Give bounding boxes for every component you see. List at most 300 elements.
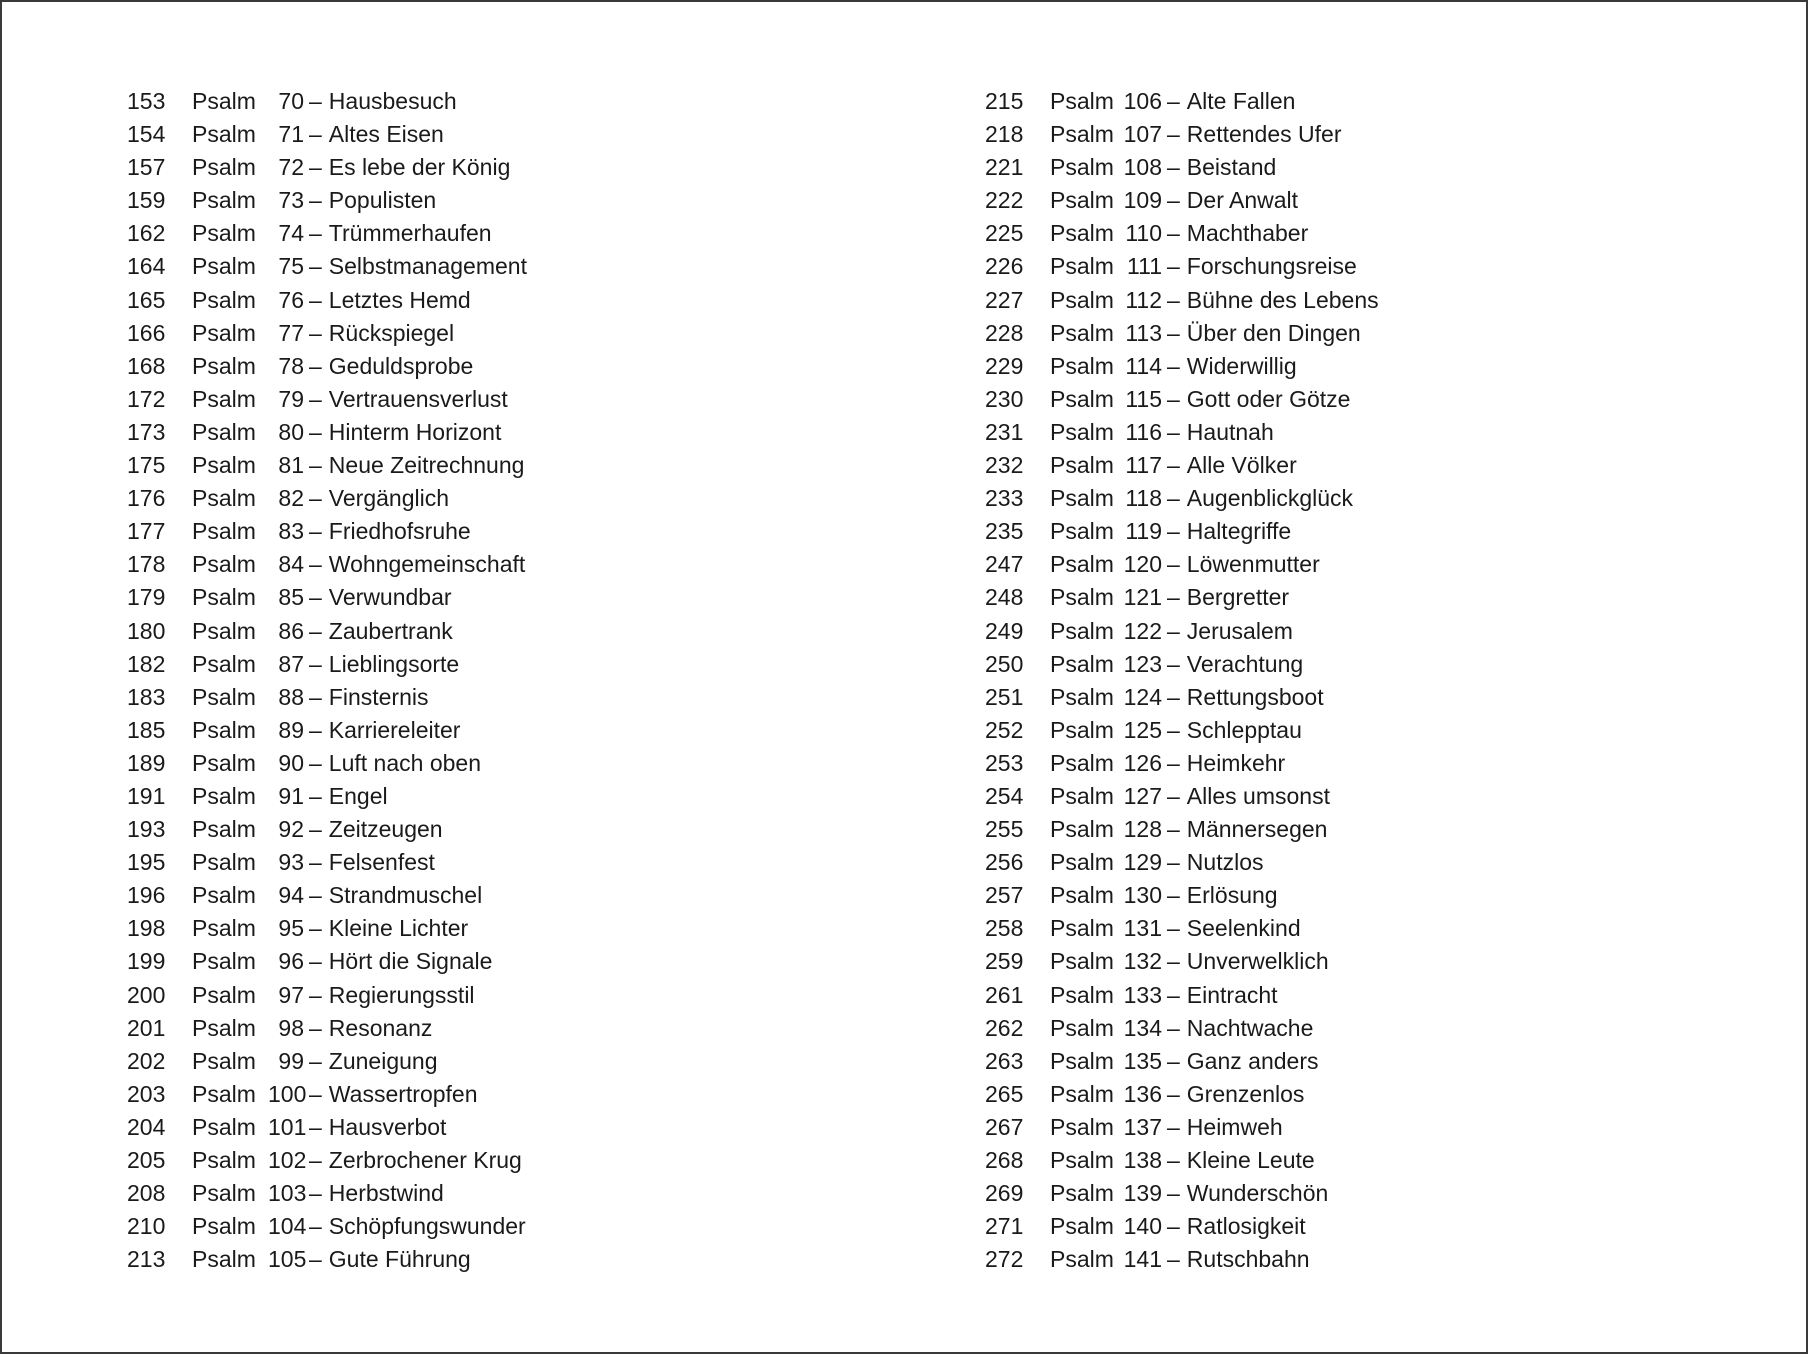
psalm-label: Psalm	[192, 418, 256, 445]
toc-entry	[127, 780, 527, 813]
psalm-label: Psalm	[192, 551, 256, 578]
psalm-label: Psalm	[192, 782, 256, 809]
separator-dash: –	[309, 485, 322, 512]
psalm-number: 84	[278, 551, 304, 578]
psalm-number: 100	[268, 1080, 307, 1107]
psalm-number: 97	[278, 981, 304, 1008]
psalm-title: Wohngemeinschaft	[328, 551, 526, 578]
page-number: 189	[127, 749, 166, 776]
psalm-label: Psalm	[1050, 1080, 1114, 1107]
psalm-title: Ratlosigkeit	[1186, 1213, 1306, 1240]
toc-entry	[127, 945, 527, 978]
psalm-title: Lieblingsorte	[328, 650, 460, 677]
toc-entry	[985, 317, 1379, 350]
psalm-label: Psalm	[1050, 286, 1114, 313]
psalm-label: Psalm	[1050, 1113, 1114, 1140]
page-number: 222	[985, 187, 1024, 214]
psalm-label: Psalm	[1050, 1246, 1114, 1273]
psalm-title: Widerwillig	[1186, 352, 1297, 379]
psalm-number: 130	[1123, 882, 1162, 909]
separator-dash: –	[309, 253, 322, 280]
toc-entry	[985, 879, 1379, 912]
psalm-title: Altes Eisen	[328, 121, 444, 148]
psalm-title: Verachtung	[1186, 650, 1304, 677]
page-number: 271	[985, 1213, 1024, 1240]
psalm-title: Luft nach oben	[328, 749, 481, 776]
psalm-label: Psalm	[1050, 849, 1114, 876]
psalm-title: Kleine Leute	[1186, 1147, 1315, 1173]
psalm-title: Rückspiegel	[328, 319, 455, 346]
psalm-number: 113	[1125, 319, 1162, 346]
psalm-number: 134	[1123, 1014, 1162, 1041]
psalm-title: Rutschbahn	[1186, 1246, 1310, 1273]
psalm-title: Letztes Hemd	[328, 286, 471, 313]
page-number: 166	[127, 319, 166, 346]
page-number: 180	[127, 617, 166, 644]
psalm-number: 125	[1123, 716, 1162, 743]
psalm-number: 111	[1127, 253, 1162, 280]
separator-dash: –	[1167, 915, 1180, 942]
separator-dash: –	[309, 352, 322, 379]
psalm-label: Psalm	[192, 1180, 256, 1207]
psalm-label: Psalm	[1050, 915, 1114, 942]
psalm-title: Heimweh	[1186, 1113, 1283, 1140]
page-number: 251	[985, 683, 1024, 710]
psalm-number: 77	[278, 319, 304, 346]
psalm-label: Psalm	[1050, 584, 1114, 611]
separator-dash: –	[309, 882, 322, 909]
psalm-number: 70	[278, 88, 304, 114]
psalm-label: Psalm	[192, 683, 256, 710]
page-number: 258	[985, 915, 1024, 942]
toc-entry	[985, 1144, 1379, 1177]
psalm-label: Psalm	[1050, 1147, 1114, 1173]
psalm-label: Psalm	[192, 915, 256, 942]
toc-entry	[127, 449, 527, 482]
page-number: 256	[985, 849, 1024, 876]
separator-dash: –	[309, 518, 322, 545]
psalm-title: Hautnah	[1186, 418, 1274, 445]
psalm-title: Löwenmutter	[1186, 551, 1320, 578]
psalm-label: Psalm	[192, 518, 256, 545]
page-number: 252	[985, 716, 1024, 743]
toc-column-left	[127, 85, 527, 1276]
psalm-title: Männersegen	[1186, 816, 1328, 843]
toc-entry	[127, 846, 527, 879]
toc-entry	[985, 747, 1379, 780]
psalm-label: Psalm	[192, 1080, 256, 1107]
psalm-title: Zeitzeugen	[328, 816, 443, 843]
page-number: 225	[985, 220, 1024, 247]
psalm-label: Psalm	[192, 816, 256, 843]
separator-dash: –	[309, 452, 322, 479]
separator-dash: –	[1167, 220, 1180, 247]
psalm-label: Psalm	[1050, 452, 1114, 479]
toc-entry	[985, 515, 1379, 548]
psalm-title: Neue Zeitrechnung	[328, 452, 525, 479]
psalm-number: 131	[1123, 915, 1162, 942]
psalm-label: Psalm	[1050, 88, 1114, 114]
toc-entry	[127, 515, 527, 548]
toc-entry	[985, 118, 1379, 151]
toc-entry	[127, 879, 527, 912]
psalm-title: Finsternis	[328, 683, 429, 710]
psalm-number: 96	[278, 948, 304, 975]
psalm-title: Ganz anders	[1186, 1047, 1319, 1074]
separator-dash: –	[309, 1113, 322, 1140]
toc-entry	[127, 648, 527, 681]
toc-entry	[985, 1045, 1379, 1078]
toc-entry	[985, 681, 1379, 714]
page-number: 228	[985, 319, 1024, 346]
toc-entry	[127, 714, 527, 747]
psalm-label: Psalm	[1050, 882, 1114, 909]
psalm-number: 78	[278, 352, 304, 379]
separator-dash: –	[309, 187, 322, 214]
toc-entry	[127, 1177, 527, 1210]
psalm-title: Wassertropfen	[328, 1080, 478, 1107]
page-number: 268	[985, 1147, 1024, 1173]
psalm-number: 114	[1125, 352, 1162, 379]
separator-dash: –	[1167, 319, 1180, 346]
psalm-title: Engel	[328, 782, 388, 809]
separator-dash: –	[1167, 385, 1180, 412]
page-number: 227	[985, 286, 1024, 313]
page-number: 164	[127, 253, 166, 280]
toc-entry	[127, 184, 527, 217]
psalm-label: Psalm	[1050, 617, 1114, 644]
separator-dash: –	[1167, 1080, 1180, 1107]
psalm-label: Psalm	[1050, 749, 1114, 776]
separator-dash: –	[309, 121, 322, 148]
toc-entry	[985, 912, 1379, 945]
psalm-number: 122	[1123, 617, 1162, 644]
toc-entry	[127, 217, 527, 250]
toc-entry	[985, 615, 1379, 648]
psalm-number: 126	[1123, 749, 1162, 776]
psalm-title: Regierungsstil	[328, 981, 475, 1008]
separator-dash: –	[1167, 1213, 1180, 1240]
psalm-label: Psalm	[1050, 418, 1114, 445]
page-number: 226	[985, 253, 1024, 280]
toc-entry	[985, 1078, 1379, 1111]
psalm-label: Psalm	[1050, 352, 1114, 379]
psalm-title: Über den Dingen	[1186, 319, 1361, 346]
toc-entry	[127, 1210, 527, 1243]
psalm-title: Jerusalem	[1186, 617, 1293, 644]
psalm-title: Beistand	[1186, 154, 1277, 181]
separator-dash: –	[1167, 882, 1180, 909]
psalm-number: 110	[1125, 220, 1162, 247]
page-number: 173	[127, 418, 166, 445]
psalm-label: Psalm	[192, 352, 256, 379]
psalm-title: Selbstmanagement	[328, 253, 527, 280]
psalm-number: 127	[1123, 782, 1162, 809]
page-number: 153	[127, 88, 166, 114]
toc-entry	[985, 449, 1379, 482]
separator-dash: –	[309, 1246, 322, 1273]
separator-dash: –	[309, 1047, 322, 1074]
page-number: 221	[985, 154, 1024, 181]
psalm-number: 71	[278, 121, 304, 148]
toc-entry	[985, 813, 1379, 846]
psalm-label: Psalm	[1050, 716, 1114, 743]
psalm-number: 103	[268, 1180, 307, 1207]
toc-entry	[127, 747, 527, 780]
psalm-label: Psalm	[192, 650, 256, 677]
psalm-title: Nachtwache	[1186, 1014, 1314, 1041]
psalm-title: Kleine Lichter	[328, 915, 469, 942]
psalm-number: 94	[278, 882, 304, 909]
psalm-label: Psalm	[192, 1113, 256, 1140]
toc-entry	[985, 184, 1379, 217]
toc-entry	[127, 85, 527, 118]
psalm-title: Populisten	[328, 187, 437, 214]
psalm-title: Gute Führung	[328, 1246, 471, 1273]
toc-entry	[985, 1243, 1379, 1276]
toc-entry	[127, 979, 527, 1012]
psalm-title: Alles umsonst	[1186, 782, 1330, 809]
psalm-number: 73	[278, 187, 304, 214]
page-number: 154	[127, 121, 166, 148]
page-number: 249	[985, 617, 1024, 644]
separator-dash: –	[1167, 749, 1180, 776]
page-number: 218	[985, 121, 1024, 148]
psalm-title: Wunderschön	[1186, 1180, 1329, 1207]
toc-entry	[985, 416, 1379, 449]
psalm-label: Psalm	[192, 1047, 256, 1074]
page-number: 254	[985, 782, 1024, 809]
separator-dash: –	[1167, 253, 1180, 280]
separator-dash: –	[1167, 551, 1180, 578]
separator-dash: –	[1167, 650, 1180, 677]
separator-dash: –	[1167, 1014, 1180, 1041]
psalm-title: Felsenfest	[328, 849, 435, 876]
psalm-title: Eintracht	[1186, 981, 1278, 1008]
toc-entry	[985, 648, 1379, 681]
psalm-number: 129	[1123, 849, 1162, 876]
page-number: 210	[127, 1213, 166, 1240]
page-number: 203	[127, 1080, 166, 1107]
page-number: 177	[127, 518, 166, 545]
separator-dash: –	[309, 286, 322, 313]
psalm-title: Bühne des Lebens	[1186, 286, 1379, 313]
page-number: 201	[127, 1014, 166, 1041]
separator-dash: –	[309, 154, 322, 181]
separator-dash: –	[309, 683, 322, 710]
psalm-label: Psalm	[192, 1213, 256, 1240]
page-number: 178	[127, 551, 166, 578]
separator-dash: –	[309, 584, 322, 611]
separator-dash: –	[309, 716, 322, 743]
psalm-label: Psalm	[1050, 121, 1114, 148]
separator-dash: –	[309, 418, 322, 445]
page-number: 229	[985, 352, 1024, 379]
psalm-number: 87	[278, 650, 304, 677]
page-number: 267	[985, 1113, 1024, 1140]
psalm-title: Rettendes Ufer	[1186, 121, 1342, 148]
psalm-number: 86	[278, 617, 304, 644]
toc-entry	[985, 383, 1379, 416]
psalm-label: Psalm	[192, 485, 256, 512]
psalm-label: Psalm	[192, 220, 256, 247]
psalm-title: Machthaber	[1186, 220, 1309, 247]
separator-dash: –	[1167, 981, 1180, 1008]
toc-entry	[127, 383, 527, 416]
separator-dash: –	[309, 551, 322, 578]
page-number: 179	[127, 584, 166, 611]
psalm-number: 106	[1123, 88, 1162, 114]
page-number: 247	[985, 551, 1024, 578]
psalm-number: 93	[278, 849, 304, 876]
psalm-number: 107	[1123, 121, 1162, 148]
toc-entry	[127, 284, 527, 317]
psalm-label: Psalm	[192, 187, 256, 214]
separator-dash: –	[1167, 485, 1180, 512]
psalm-title: Erlösung	[1186, 882, 1278, 909]
psalm-label: Psalm	[192, 286, 256, 313]
page-number: 255	[985, 816, 1024, 843]
psalm-title: Zuneigung	[328, 1047, 438, 1074]
toc-entry	[985, 581, 1379, 614]
psalm-number: 91	[278, 782, 304, 809]
toc-entry	[985, 1111, 1379, 1144]
psalm-label: Psalm	[192, 1246, 256, 1273]
psalm-number: 88	[278, 683, 304, 710]
psalm-label: Psalm	[1050, 1014, 1114, 1041]
psalm-title: Verwundbar	[328, 584, 452, 611]
page-number: 200	[127, 981, 166, 1008]
psalm-number: 101	[268, 1113, 307, 1140]
page-number: 202	[127, 1047, 166, 1074]
psalm-title: Alte Fallen	[1186, 88, 1296, 114]
page-number: 261	[985, 981, 1024, 1008]
psalm-label: Psalm	[1050, 518, 1114, 545]
page-number: 195	[127, 849, 166, 876]
psalm-number: 74	[278, 220, 304, 247]
toc-entry	[127, 151, 527, 184]
psalm-label: Psalm	[192, 319, 256, 346]
psalm-title: Friedhofsruhe	[328, 518, 471, 545]
psalm-number: 139	[1123, 1180, 1162, 1207]
page-number: 230	[985, 385, 1024, 412]
separator-dash: –	[309, 88, 322, 114]
toc-entry	[985, 846, 1379, 879]
psalm-number: 120	[1123, 551, 1162, 578]
psalm-number: 133	[1123, 981, 1162, 1008]
psalm-title: Geduldsprobe	[328, 352, 474, 379]
psalm-number: 79	[278, 385, 304, 412]
psalm-title: Vertrauensverlust	[328, 385, 508, 412]
toc-entry	[985, 217, 1379, 250]
psalm-label: Psalm	[1050, 253, 1114, 280]
page-number: 175	[127, 452, 166, 479]
psalm-label: Psalm	[192, 253, 256, 280]
psalm-title: Haltegriffe	[1186, 518, 1292, 545]
toc-entry	[127, 581, 527, 614]
psalm-label: Psalm	[192, 882, 256, 909]
page-number: 213	[127, 1246, 166, 1273]
toc-entry	[127, 681, 527, 714]
psalm-label: Psalm	[192, 154, 256, 181]
toc-entry	[127, 118, 527, 151]
page-number: 183	[127, 683, 166, 710]
page-number: 257	[985, 882, 1024, 909]
toc-entry	[985, 250, 1379, 283]
page-number: 208	[127, 1180, 166, 1207]
psalm-number: 132	[1123, 948, 1162, 975]
toc-entry	[127, 1243, 527, 1276]
psalm-title: Seelenkind	[1186, 915, 1301, 942]
page-number: 199	[127, 948, 166, 975]
psalm-number: 92	[278, 816, 304, 843]
psalm-number: 109	[1123, 187, 1162, 214]
psalm-number: 138	[1123, 1147, 1162, 1173]
page-number: 232	[985, 452, 1024, 479]
psalm-title: Der Anwalt	[1186, 187, 1299, 214]
separator-dash: –	[309, 1014, 322, 1041]
page-number: 248	[985, 584, 1024, 611]
separator-dash: –	[1167, 683, 1180, 710]
psalm-title: Nutzlos	[1186, 849, 1264, 876]
psalm-title: Zerbrochener Krug	[328, 1147, 522, 1173]
page-number: 159	[127, 187, 166, 214]
psalm-title: Rettungsboot	[1186, 683, 1324, 710]
toc-entry	[127, 250, 527, 283]
page-number: 182	[127, 650, 166, 677]
page-number: 204	[127, 1113, 166, 1140]
separator-dash: –	[1167, 154, 1180, 181]
psalm-number: 105	[268, 1246, 307, 1273]
psalm-number: 104	[268, 1213, 307, 1240]
separator-dash: –	[1167, 352, 1180, 379]
separator-dash: –	[309, 220, 322, 247]
separator-dash: –	[1167, 1180, 1180, 1207]
toc-entry	[127, 350, 527, 383]
psalm-number: 82	[278, 485, 304, 512]
separator-dash: –	[1167, 452, 1180, 479]
separator-dash: –	[1167, 716, 1180, 743]
psalm-number: 135	[1123, 1047, 1162, 1074]
page-number: 235	[985, 518, 1024, 545]
psalm-title: Herbstwind	[328, 1180, 444, 1207]
toc-entry	[985, 482, 1379, 515]
psalm-title: Vergänglich	[328, 485, 449, 512]
toc-entry	[127, 1111, 527, 1144]
toc-entry	[985, 780, 1379, 813]
psalm-label: Psalm	[1050, 319, 1114, 346]
psalm-label: Psalm	[1050, 683, 1114, 710]
separator-dash: –	[1167, 948, 1180, 975]
psalm-title: Karriereleiter	[328, 716, 461, 743]
separator-dash: –	[1167, 1047, 1180, 1074]
separator-dash: –	[1167, 1246, 1180, 1273]
separator-dash: –	[1167, 1113, 1180, 1140]
psalm-title: Trümmerhaufen	[328, 220, 492, 247]
psalm-label: Psalm	[192, 617, 256, 644]
toc-entry	[127, 1045, 527, 1078]
psalm-label: Psalm	[1050, 385, 1114, 412]
psalm-number: 81	[278, 452, 304, 479]
separator-dash: –	[309, 1180, 322, 1207]
psalm-number: 118	[1125, 485, 1162, 512]
page-number: 231	[985, 418, 1024, 445]
psalm-label: Psalm	[1050, 154, 1114, 181]
page-number: 193	[127, 816, 166, 843]
psalm-label: Psalm	[1050, 816, 1114, 843]
psalm-label: Psalm	[1050, 220, 1114, 247]
toc-entry	[985, 1012, 1379, 1045]
